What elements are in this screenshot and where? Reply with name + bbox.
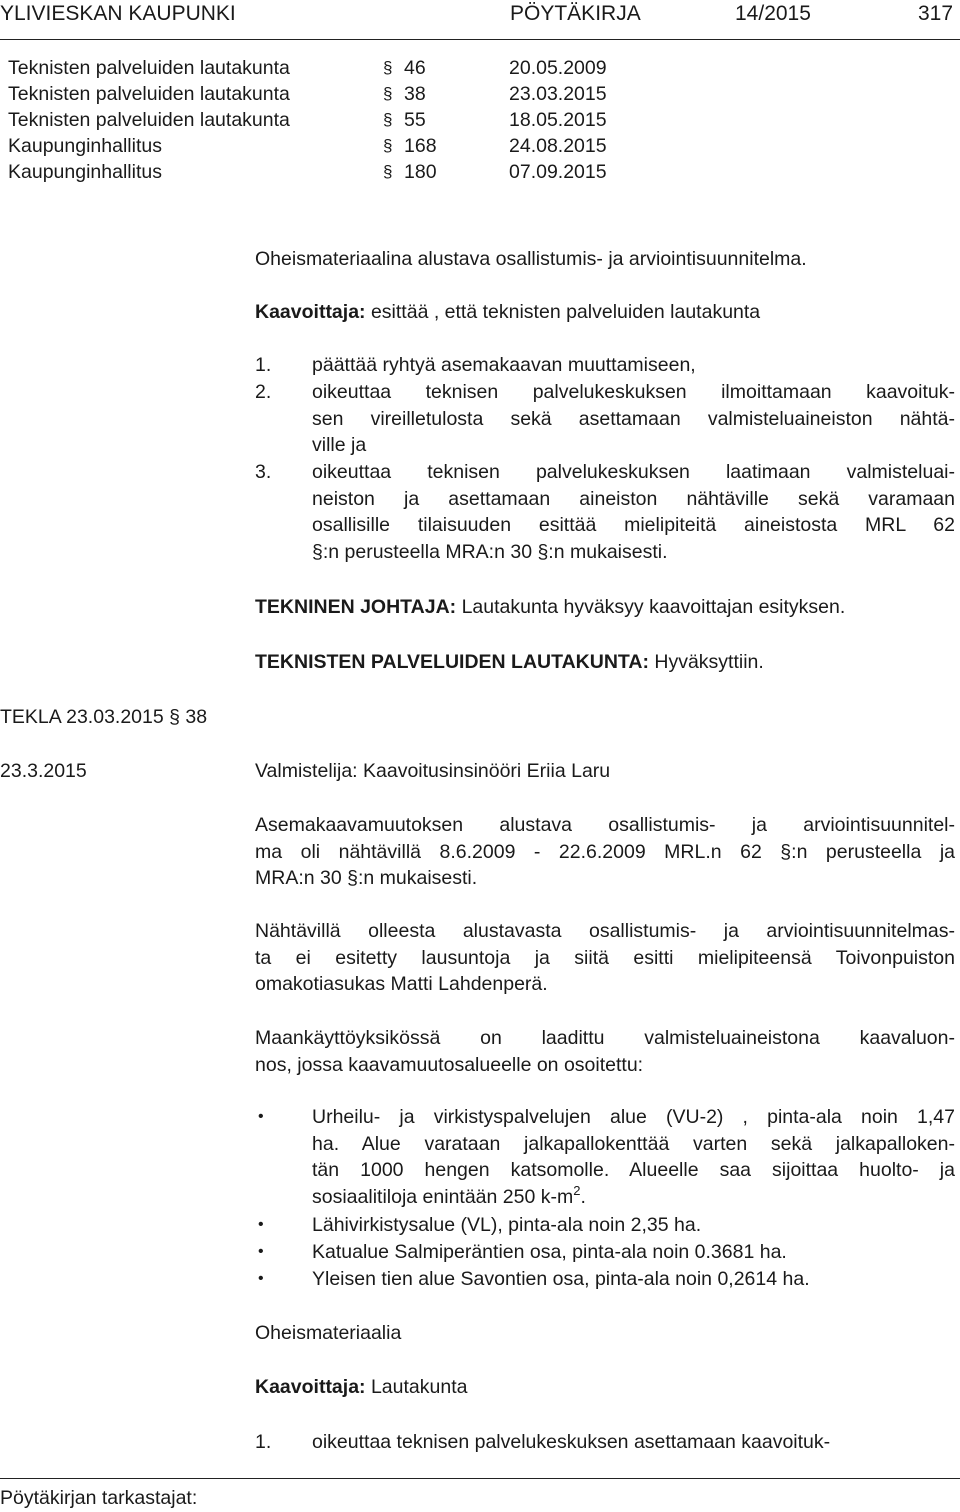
proposal-intro <box>255 1374 955 1400</box>
paragraph-line: Maankäyttöyksikössä on laadittu valmisteluaineistona kaavaluon- <box>255 1027 955 1049</box>
paragraph-line: omakotiasukas Matti Lahdenperä. <box>255 973 548 996</box>
reference-date: 20.05.2009 <box>509 57 607 79</box>
reference-body: Teknisten palveluiden lautakunta <box>8 109 290 131</box>
superscript: 2 <box>573 1182 581 1198</box>
attachment-label: Oheismateriaalia <box>255 1322 402 1344</box>
bullet-line <box>312 1184 955 1211</box>
paragraph-line: Asemakaavamuutoksen alustava osallistumis- ja arviointisuunnitel- <box>255 814 955 836</box>
reference-body: Kaupunginhallitus <box>8 161 162 183</box>
item-text <box>312 459 955 565</box>
document-type: PÖYTÄKIRJA <box>510 2 641 25</box>
item-text <box>312 379 955 459</box>
footer-divider <box>0 1478 960 1479</box>
item-line: päättää ryhtyä asemakaavan muuttamiseen, <box>312 354 696 376</box>
header-divider <box>0 39 960 40</box>
proposer-label: Kaavoittaja: <box>255 301 366 323</box>
paragraph-line: nos, jossa kaavamuutosalueelle on osoitettu: <box>255 1053 644 1076</box>
board-text: Hyväksyttiin. <box>648 651 764 673</box>
reference-date: 24.08.2015 <box>509 135 607 157</box>
paragraph-line: ma oli nähtävillä 8.6.2009 - 22.6.2009 MRL.n 62 §:n perusteella ja <box>255 840 955 863</box>
item-line: oikeuttaa teknisen palvelukeskuksen laatimaan valmisteluai- <box>312 461 955 483</box>
item-text: oikeuttaa teknisen palvelukeskuksen asettamaan kaavoituk- <box>312 1431 831 1453</box>
item-line: oikeuttaa teknisen palvelukeskuksen ilmoittamaan kaavoituk- <box>312 381 955 403</box>
board-decision <box>255 649 955 675</box>
reference-body: Teknisten palveluiden lautakunta <box>8 83 290 105</box>
paragraph-line: MRA:n 30 §:n mukaisesti. <box>255 867 478 890</box>
issue-number: 14/2015 <box>735 2 811 25</box>
paragraph-line: ta ei esitetty lausuntoja ja siitä esitti mielipiteensä Toivonpuiston <box>255 946 955 969</box>
bullet-glyph: • <box>258 1243 264 1260</box>
director-decision <box>255 594 955 620</box>
section-sign: § <box>383 110 393 129</box>
reference-number: 38 <box>404 83 426 105</box>
item-line: §:n perusteella MRA:n 30 §:n mukaisesti. <box>312 540 668 563</box>
bullet-line: ha. Alue varataan jalkapallokenttää varten sekä jalkapalloken- <box>312 1132 955 1155</box>
board-label: TEKNISTEN PALVELUIDEN LAUTAKUNTA: <box>255 651 649 673</box>
bullet-text: Yleisen tien alue Savontien osa, pinta-ala noin 0,2614 ha. <box>312 1268 810 1290</box>
proposer-text: Lautakunta <box>365 1376 468 1398</box>
bullet-text: Katualue Salmiperäntien osa, pinta-ala noin 0.3681 ha. <box>312 1241 787 1263</box>
reference-number: 168 <box>404 135 437 157</box>
proposer-text: esittää , että teknisten palveluiden lautakunta <box>365 301 761 323</box>
section-sign: § <box>383 84 393 103</box>
city-name: YLIVIESKAN KAUPUNKI <box>0 2 236 25</box>
section-sign: § <box>383 162 393 181</box>
paragraph <box>255 1025 955 1078</box>
reference-body: Kaupunginhallitus <box>8 135 162 157</box>
item-number: 1. <box>255 1431 272 1453</box>
director-label: TEKNINEN JOHTAJA: <box>255 596 457 618</box>
proposal-intro <box>255 299 955 325</box>
reviewers-label: Pöytäkirjan tarkastajat: <box>0 1487 198 1509</box>
reference-date: 18.05.2015 <box>509 109 607 131</box>
section-sign: § <box>383 58 393 77</box>
paragraph <box>255 918 955 998</box>
reference-row <box>0 55 700 81</box>
paragraph-line: Nähtävillä olleesta alustavasta osallistumis- ja arviointisuunnitelmas- <box>255 920 955 942</box>
director-text: Lautakunta hyväksyy kaavoittajan esityksen. <box>456 596 846 618</box>
attachment-note: Oheismateriaalina alustava osallistumis- ja arviointisuunnitelma. <box>255 248 807 270</box>
item-line: osallisille tilaisuuden esittää mielipiteitä aineistosta MRL 62 <box>312 514 955 537</box>
bullet-glyph: • <box>258 1270 264 1287</box>
paragraph <box>255 812 955 892</box>
item-number: 3. <box>255 461 272 483</box>
item-line: sen vireilletulosta sekä asettamaan valmisteluaineiston nähtä- <box>312 407 955 430</box>
meeting-code: TEKLA 23.03.2015 § 38 <box>0 706 208 728</box>
bullet-text <box>312 1104 955 1210</box>
item-text <box>312 352 955 379</box>
item-line: ville ja <box>312 434 367 457</box>
reference-date: 07.09.2015 <box>509 161 607 183</box>
bullet-glyph: • <box>258 1216 264 1233</box>
item-number: 2. <box>255 381 272 403</box>
page-number: 317 <box>918 2 954 25</box>
bullet-line: tän 1000 hengen katsomolle. Alueelle saa sijoittaa huolto- ja <box>312 1159 955 1182</box>
bullet-line: Urheilu- ja virkistyspalvelujen alue (VU-2) , pinta-ala noin 1,47 <box>312 1106 955 1128</box>
section-sign: § <box>383 136 393 155</box>
reference-number: 180 <box>404 161 437 183</box>
preparer: Valmistelija: Kaavoitusinsinööri Eriia Laru <box>255 760 611 782</box>
reference-number: 46 <box>404 57 426 79</box>
bullet-line-text: sosiaalitiloja enintään 250 k-m <box>312 1185 574 1208</box>
reference-row <box>0 107 700 133</box>
meeting-date: 23.3.2015 <box>0 760 87 782</box>
reference-body: Teknisten palveluiden lautakunta <box>8 57 290 79</box>
reference-date: 23.03.2015 <box>509 83 607 105</box>
reference-row <box>0 159 700 185</box>
reference-number: 55 <box>404 109 426 131</box>
bullet-line-end: . <box>580 1185 586 1208</box>
bullet-text: Lähivirkistysalue (VL), pinta-ala noin 2,35 ha. <box>312 1214 702 1236</box>
item-line: neiston ja asettamaan aineiston nähtäville sekä varamaan <box>312 487 955 510</box>
item-number: 1. <box>255 354 272 376</box>
reference-row <box>0 81 700 107</box>
bullet-glyph: • <box>258 1108 264 1125</box>
reference-row <box>0 133 700 159</box>
proposer-label: Kaavoittaja: <box>255 1376 366 1398</box>
